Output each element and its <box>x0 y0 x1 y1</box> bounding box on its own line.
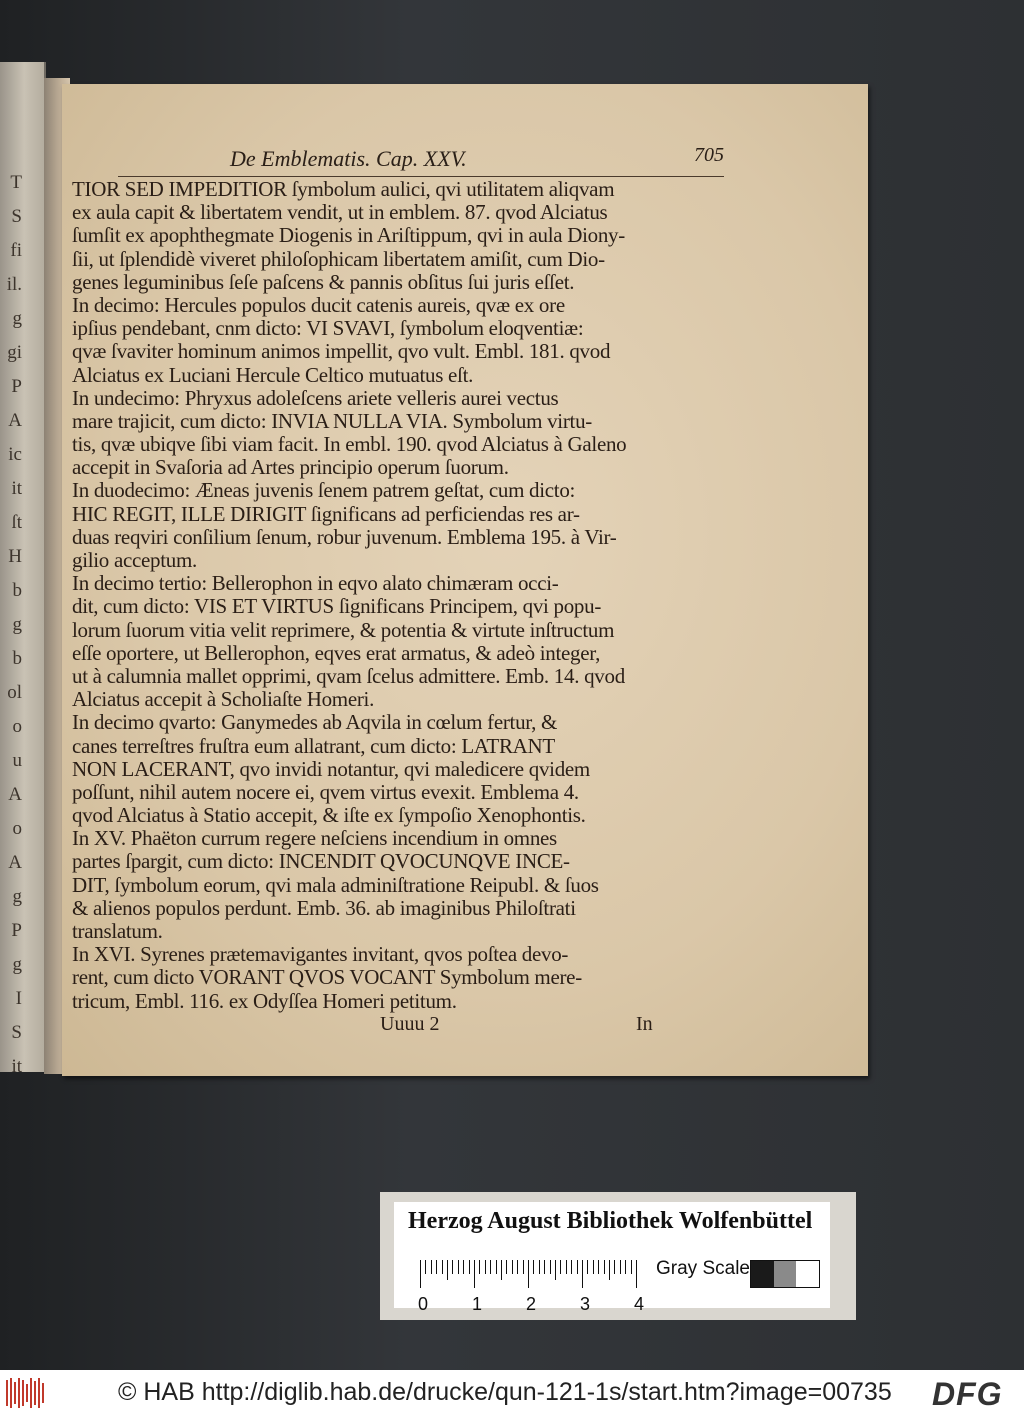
ruler-digit: 3 <box>580 1294 591 1314</box>
gray-scale-swatches <box>750 1260 820 1288</box>
text-line: ipſius pendebant, cnm dicto: VI SVAVI, ſymbolum eloqventiæ: <box>72 316 584 341</box>
facing-page-fragment: g <box>12 308 22 329</box>
color-reference-card <box>380 1192 856 1320</box>
ruler-tick <box>431 1260 432 1274</box>
ruler-tick <box>598 1260 599 1274</box>
running-title: De Emblematis. Cap. XXV. <box>230 146 467 171</box>
ruler-tick <box>582 1260 583 1288</box>
ruler-tick <box>442 1260 443 1274</box>
text-line: partes ſpargit, cum dicto: INCENDIT QVOCUNQVE INCE- <box>72 849 570 874</box>
facing-page-fragment: it <box>11 478 22 499</box>
ruler-tick <box>577 1260 578 1274</box>
ruler-tick <box>425 1260 426 1274</box>
ruler-tick <box>463 1260 464 1274</box>
ruler-tick <box>533 1260 534 1274</box>
gray-swatch <box>796 1261 819 1287</box>
ruler-tick <box>528 1260 529 1288</box>
text-line: In XV. Phaëton currum regere neſciens incendium in omnes <box>72 826 557 851</box>
ruler-tick <box>496 1260 497 1274</box>
text-line: gilio acceptum. <box>72 548 197 572</box>
facing-page-fragment: A <box>8 784 22 805</box>
facing-page-fragment: g <box>12 614 22 635</box>
text-line: accepit in Svaſoria ad Artes principio operum ſuorum. <box>72 455 509 480</box>
ruler-tick <box>452 1260 453 1274</box>
ruler-tick <box>560 1260 561 1274</box>
ruler-tick <box>436 1260 437 1274</box>
ruler-tick <box>458 1260 459 1274</box>
gray-swatch <box>774 1261 797 1287</box>
facing-page-fragment: gi <box>7 342 22 363</box>
ruler-tick <box>593 1260 594 1274</box>
ruler-tick <box>609 1260 610 1280</box>
facing-page-fragment: o <box>12 716 22 737</box>
barcode-icon <box>6 1378 46 1408</box>
text-line: qvod Alciatus à Statio accepit, & iſte ex ſympoſio Xenophontis. <box>72 803 586 828</box>
text-line: qvæ ſvaviter hominum animos impellit, qvo vult. Embl. 181. qvod <box>72 339 611 364</box>
text-line: translatum. <box>72 919 163 943</box>
ruler-tick <box>636 1260 637 1288</box>
text-line: In undecimo: Phryxus adoleſcens ariete velleris aurei vectus <box>72 385 559 410</box>
facing-page-fragment: P <box>11 920 22 941</box>
facing-page-fragment: P <box>11 376 22 397</box>
facing-page-fragment: A <box>8 852 22 873</box>
text-line: In decimo tertio: Bellerophon in eqvo alato chimæram occi- <box>72 571 559 596</box>
text-line: duas reqviri conſilium ſenum, robur juvenum. Emblema 195. à Vir- <box>72 524 617 549</box>
ruler-tick <box>544 1260 545 1274</box>
book-page <box>62 84 868 1076</box>
ruler-digit: 2 <box>526 1294 537 1314</box>
facing-page-fragment: A <box>8 410 22 431</box>
text-line: ſii, ut ſplendidè viveret philoſophicam libertatem amiſit, cum Dio- <box>72 246 605 271</box>
facing-page-fragment: fi <box>10 240 22 261</box>
text-line: genes leguminibus ſeſe paſcens & pannis obſitus ſui juris eſſet. <box>72 269 575 294</box>
ruler-tick <box>517 1260 518 1274</box>
ruler-tick <box>614 1260 615 1274</box>
facing-page-fragment: b <box>12 580 22 601</box>
text-line: In decimo qvarto: Ganymedes ab Aqvila in cœlum fertur, & <box>72 710 558 735</box>
ruler <box>420 1260 638 1288</box>
facing-page-edge <box>0 62 46 1072</box>
text-line: lorum ſuorum vitia velit reprimere, & potentia & virtute inſtructum <box>72 617 615 642</box>
text-line: tis, qvæ ubiqve ſibi viam facit. In embl. 190. qvod Alciatus à Galeno <box>72 432 627 457</box>
ruler-tick <box>420 1260 421 1288</box>
ruler-tick <box>631 1260 632 1274</box>
gray-swatch <box>751 1261 774 1287</box>
text-line: ut à calumnia mallet opprimi, qvam ſcelus admittere. Emb. 14. qvod <box>72 663 625 688</box>
facing-page-fragment: I <box>15 988 22 1009</box>
ruler-digit: 0 <box>418 1294 429 1314</box>
ruler-tick <box>474 1260 475 1288</box>
ruler-tick <box>490 1260 491 1274</box>
facing-page-fragment: H <box>8 546 22 567</box>
text-line: HIC REGIT, ILLE DIRIGIT ſignificans ad perficiendas res ar- <box>72 501 580 526</box>
ruler-digits <box>418 1294 658 1314</box>
ruler-tick <box>587 1260 588 1274</box>
text-line: TIOR SED IMPEDITIOR ſymbolum aulici, qvi utilitatem aliqvam <box>72 177 615 201</box>
ruler-tick <box>506 1260 507 1274</box>
color-reference-inner <box>394 1202 830 1314</box>
text-line: Alciatus ex Luciani Hercule Celtico mutuatus eſt. <box>72 362 474 387</box>
page-number: 705 <box>694 144 724 166</box>
ruler-tick <box>447 1260 448 1280</box>
text-line: canes terreſtres fruſtra eum allatrant, cum dicto: LATRANT <box>72 733 555 758</box>
ruler-tick <box>571 1260 572 1274</box>
signature-mark: Uuuu 2 <box>380 1013 440 1035</box>
facing-page-fragment: g <box>12 954 22 975</box>
text-line: Alciatus accepit à Scholiaſte Homeri. <box>72 687 375 712</box>
facing-page-fragment: T <box>10 172 22 193</box>
ruler-tick <box>555 1260 556 1280</box>
text-line: In decimo: Hercules populos ducit catenis aureis, qvæ ex ore <box>72 292 565 317</box>
ruler-tick <box>620 1260 621 1274</box>
facing-page-fragment: il. <box>6 274 22 295</box>
text-line: ex aula capit & libertatem vendit, ut in emblem. 87. qvod Alciatus <box>72 200 608 225</box>
ruler-tick <box>566 1260 567 1274</box>
facing-page-fragment: S <box>11 1022 22 1043</box>
text-line: DIT, ſymbolum eorum, qvi mala adminiſtratione Reipubl. & ſuos <box>72 872 599 897</box>
facing-page-fragment: o <box>12 818 22 839</box>
text-line: eſſe oportere, ut Bellerophon, eqves erat armatus, & adeò integer, <box>72 640 601 665</box>
text-line: mare trajicit, cum dicto: INVIA NULLA VIA. Symbolum virtu- <box>72 408 592 433</box>
text-line: tricum, Embl. 116. ex Odyſſea Homeri petitum. <box>72 988 457 1013</box>
text-line: NON LACERANT, qvo invidi notantur, qvi maledicere qvidem <box>72 756 590 781</box>
ruler-tick <box>501 1260 502 1280</box>
text-line: dit, cum dicto: VIS ET VIRTUS ſignificans Principem, qvi popu- <box>72 594 602 619</box>
text-line: poſſunt, nihil autem nocere ei, qvem virtus evexit. Emblema 4. <box>72 779 579 804</box>
catchword: In <box>636 1013 653 1035</box>
copyright-link[interactable]: © HAB http://diglib.hab.de/drucke/qun-121-1s/start.htm?image=00735 <box>118 1378 892 1406</box>
facing-page-fragment: ic <box>8 444 22 465</box>
running-head <box>118 144 724 177</box>
text-line: In XVI. Syrenes prætemavigantes invitant, qvos poſtea devo- <box>72 942 569 967</box>
ruler-tick <box>539 1260 540 1274</box>
ruler-tick <box>469 1260 470 1274</box>
facing-page-fragment: ſt <box>11 512 22 533</box>
facing-page-fragment: g <box>12 886 22 907</box>
gray-scale-label: Gray Scale <box>656 1258 750 1279</box>
text-line: In duodecimo: Æneas juvenis ſenem patrem geſtat, cum dicto: <box>72 478 576 503</box>
ruler-tick <box>512 1260 513 1274</box>
ruler-tick <box>479 1260 480 1274</box>
ruler-digit: 4 <box>634 1294 645 1314</box>
ruler-tick <box>604 1260 605 1274</box>
footer-bar <box>0 1370 1024 1416</box>
ruler-tick <box>523 1260 524 1274</box>
ruler-tick <box>550 1260 551 1274</box>
facing-page-fragment: ol <box>7 682 22 703</box>
body-text <box>72 178 662 1013</box>
library-name: Herzog August Bibliothek Wolfenbüttel <box>408 1208 813 1234</box>
ruler-digit: 1 <box>472 1294 483 1314</box>
text-line: ſumſit ex apophthegmate Diogenis in Ariſtippum, qvi in aula Diony- <box>72 223 625 248</box>
facing-page-fragment: b <box>12 648 22 669</box>
text-line: rent, cum dicto VORANT QVOS VOCANT Symbolum mere- <box>72 965 582 990</box>
dfg-logo: DFG <box>932 1376 1003 1412</box>
facing-page-fragment: it <box>11 1056 22 1072</box>
ruler-tick <box>625 1260 626 1274</box>
text-line: & alienos populos perdunt. Emb. 36. ab imaginibus Philoſtrati <box>72 895 576 920</box>
ruler-tick <box>485 1260 486 1274</box>
facing-page-fragment: S <box>11 206 22 227</box>
facing-page-fragment: u <box>12 750 22 771</box>
